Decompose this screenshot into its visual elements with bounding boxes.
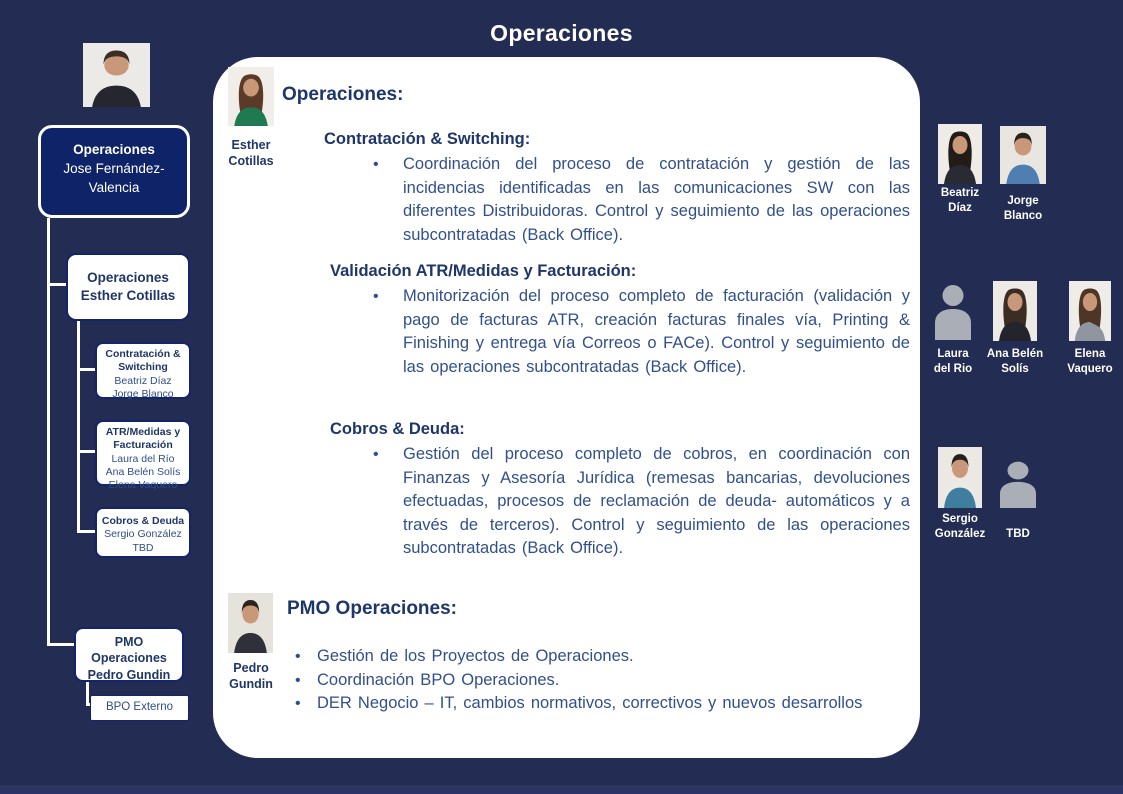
footer-strip [0,785,1123,794]
photo-jose-fernandez-valencia [83,43,150,107]
name-line: Beatriz [940,187,980,199]
panel-heading-pmo: PMO Operaciones: [287,598,457,619]
bpo-box-label: BPO Externo [105,701,174,713]
pmo-bullet-list [295,645,908,716]
photo-esther-cotillas [228,67,274,126]
bullet-dot: • [295,648,301,665]
slide-title: Operaciones [490,20,633,46]
org-box-cobros-deuda [95,507,191,558]
owner-name-line: Pedro [233,661,269,675]
esther-box-line1: Operaciones [87,270,169,285]
name-label-sergio-gonzalez [926,512,994,542]
section-bullet-validacion [365,285,910,379]
person-icon [993,281,1037,341]
name-line: Ana Belén [986,348,1044,360]
photo-pedro-gundin [228,593,273,653]
team-member: TBD [132,541,154,554]
pmo-bullet-item [295,692,908,716]
name-line: Blanco [1003,209,1043,222]
team-member: Sergio González [104,528,182,541]
team-title-line: Contratación & [105,348,181,360]
bullet-dot: • [295,695,301,712]
person-icon [1000,126,1046,184]
panel-heading-operaciones: Operaciones: [282,84,404,105]
owner-name-line: Esther [231,138,271,152]
name-label-laura-del-rio [921,347,985,377]
name-line: González [934,527,986,540]
team-title-line: ATR/Medidas y [105,426,181,438]
section-heading-cobros: Cobros & Deuda: [330,420,465,438]
connector-line [47,283,67,286]
team-member: Beatriz Díaz [114,374,172,387]
team-member: Ana Belén Solís [105,465,181,478]
bullet-dot: • [373,446,379,463]
owner-label-esther [215,137,287,170]
bullet-text: Gestión del proceso completo de cobros, en coordinación con Finanzas y Asesoría Jurídica (remesas bancarias, devoluciones efectuadas, procesos de reclamación de deuda- automáticos y a través de terceros). Control y seguimiento de las operaciones subcontratadas (Back Office). [403,445,910,557]
org-box-bpo-externo [90,695,189,721]
team-member: Laura del Río [111,452,175,465]
bullet-text: DER Negocio – IT, cambios normativos, correctivos y nuevos desarrollos [317,694,863,712]
bullet-text: Coordinación BPO Operaciones. [317,670,560,689]
photo-beatriz-diaz [938,124,982,184]
person-icon [938,447,982,508]
name-label-elena-vaquero [1058,347,1122,377]
placeholder-silhouette-laura [933,283,973,340]
section-heading-validacion: Validación ATR/Medidas y Facturación: [330,262,637,280]
owner-name-line: Cotillas [228,154,274,169]
org-box-pmo-operaciones [74,627,184,682]
name-line: TBD [1006,528,1030,540]
team-title-line: Facturación [113,439,173,452]
org-root-name-line2: Valencia [88,179,140,195]
bullet-text: Coordinación del proceso de contratación y gestión de las incidencias identificadas en las comunicaciones SW con las diferentes Distribuidoras. Control y seguimiento de las operaciones subcontratadas (Back Office). [403,155,910,244]
pmo-box-line2: Operaciones [91,651,167,666]
team-member: Jorge Blanco [112,387,174,400]
section-heading-contratacion: Contratación & Switching: [324,130,531,148]
photo-elena-vaquero [1069,281,1111,341]
org-box-contratacion-switching [95,342,191,399]
bullet-text: Monitorización del proceso completo de facturación (validación y pago de facturas ATR, creación facturas finales vía, Printing & Finishing y entrega vía Correos o FACe). Control y seguimiento de las operaciones subcontratadas (Back Office). [403,287,910,376]
bullet-dot: • [295,671,301,689]
section-bullet-cobros [365,443,910,561]
name-line: Jorge [1007,195,1039,207]
name-label-jorge-blanco [992,194,1054,224]
org-box-atr-medidas-facturacion [95,420,191,492]
bullet-dot: • [373,156,379,173]
org-box-operaciones-root [38,125,190,218]
connector-line [77,368,95,371]
org-box-operaciones-esther [66,253,190,321]
connector-line [77,530,95,533]
person-icon [83,43,150,107]
name-line: Díaz [948,201,972,214]
person-icon [1069,281,1111,341]
name-line: Vaquero [1067,362,1113,375]
bullet-dot: • [373,288,379,305]
team-title-line: Cobros & Deuda [101,515,185,527]
team-title-line: Switching [118,361,168,374]
name-label-beatriz-diaz [925,186,995,216]
esther-box-line2: Esther Cotillas [80,288,176,304]
name-label-ana-belen-solis [983,347,1047,377]
photo-sergio-gonzalez [938,447,982,508]
team-member: Elena Vaquero [108,479,178,492]
person-icon [228,67,274,126]
bullet-text: Gestión de los Proyectos de Operaciones. [317,647,634,665]
content-panel [213,57,920,758]
connector-line [77,450,95,453]
org-root-title: Operaciones [73,142,155,157]
pmo-bullet-item [295,669,908,693]
photo-jorge-blanco [1000,126,1046,184]
pmo-bullet-item [295,645,908,669]
person-silhouette-icon [998,460,1038,508]
person-icon [228,593,273,653]
name-line: Solís [1001,362,1029,375]
section-bullet-contratacion [365,153,910,247]
name-line: Laura [937,348,969,360]
owner-name-line: Gundin [229,677,273,692]
photo-ana-belen-solis [993,281,1037,341]
name-line: del Rio [933,362,973,375]
owner-label-pedro [215,660,287,693]
person-icon [938,124,982,184]
connector-line [77,321,80,533]
pmo-box-line3: Pedro Gundin [87,667,171,682]
name-label-tbd [998,527,1038,542]
pmo-box-line1: PMO [114,635,144,649]
person-silhouette-icon [933,283,973,340]
name-line: Sergio [942,513,978,525]
org-root-name-line1: Jose Fernández- [63,160,165,176]
name-line: Elena [1074,348,1106,360]
connector-line [47,643,75,646]
placeholder-silhouette-tbd [998,460,1038,508]
